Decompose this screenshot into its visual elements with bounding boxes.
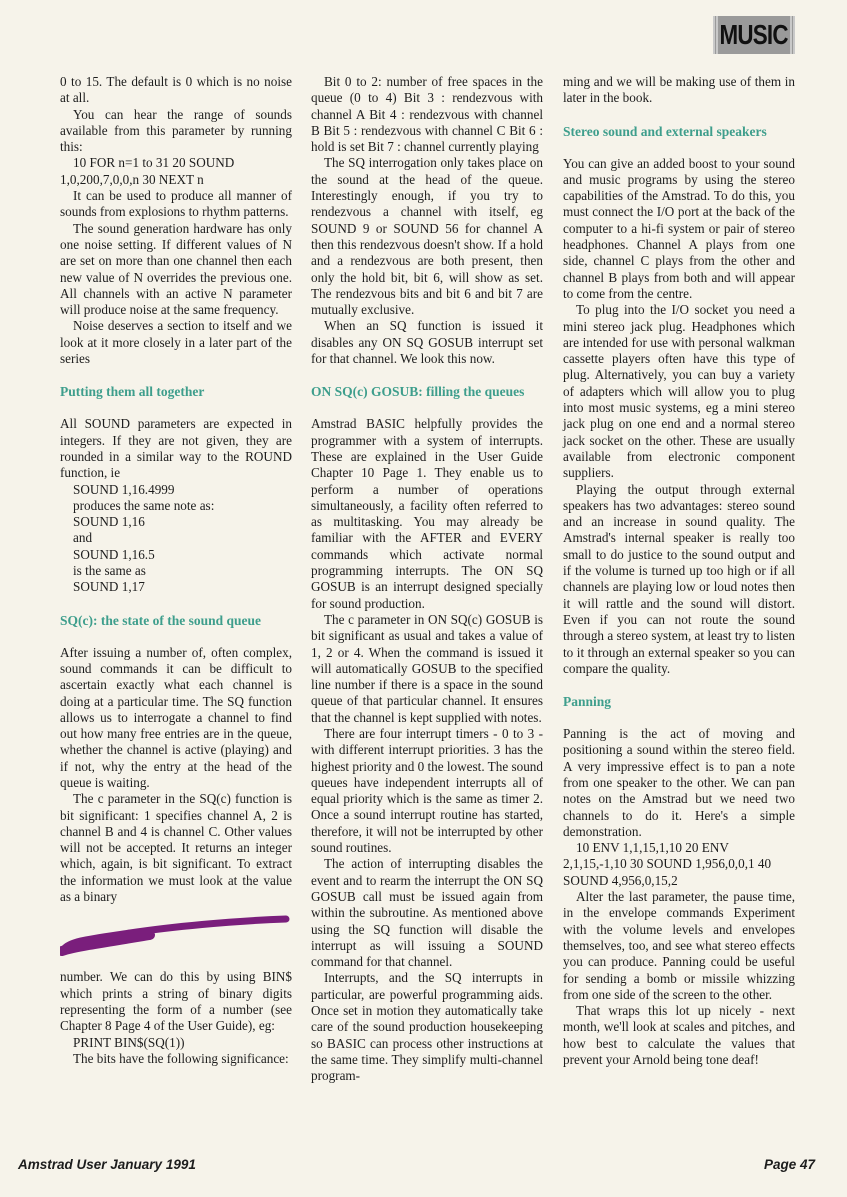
- column-3: [563, 74, 795, 1068]
- paragraph: Amstrad BASIC helpfully provides the programmer with a system of interrupts. These are explained in the User Guide Chapter 10 Page 1. They enable us to perform a number of operations simultaneously, a facility often referred to as multitasking. You may already be familiar with the AFTER and EVERY commands which activate normal programming interrupts. The ON SQ GOSUB is an interrupt designed specially for sound production.: [311, 416, 543, 611]
- paragraph: Playing the output through external speakers has two advantages: stereo sound and an increase in sound quality. The Amstrad's internal speaker is really too small to do justice to the sound output and if the volume is turned up too high or if all channels are playing low or loud notes then it will rattle and the sound will distort. Even if you can not route the sound through a stereo system, at least try to listen to it through an external speaker so you can compare the quality.: [563, 481, 795, 676]
- paragraph: You can hear the range of sounds available from this parameter by running this:: [60, 106, 292, 155]
- text-line: and: [73, 530, 93, 546]
- text-line: is the same as: [73, 563, 146, 579]
- heading-putting-together: Putting them all together: [60, 384, 205, 400]
- footer-publication: Amstrad User January 1991: [18, 1157, 196, 1172]
- paragraph: All SOUND parameters are expected in integers. If they are not given, they are rounded in a similar way to the ROUND function, ie: [60, 416, 292, 481]
- paragraph: The c parameter in the SQ(c) function is bit significant: 1 specifies channel A, 2 is channel B and 4 is channel C. Other values will not be accepted. It returns an integer which, again, is bit significant. To extract the information we must look at the value as a binary: [60, 791, 292, 905]
- paragraph: The SQ interrogation only takes place on the sound at the head of the queue. Interestingly enough, if you try to rendezvous a channel with itself, eg SOUND 9 or SOUND 56 for channel A then this rendezvous doesn't show. If a hold and a rendezvous are both present, then only the hold bit, bit 6, will show as set. The rendezvous bits and bit 6 and bit 7 are mutually exclusive.: [311, 155, 543, 318]
- paragraph: To plug into the I/O socket you need a mini stereo jack plug. Headphones which are intended for use with personal walkman cassette players often have this type of plug. Alternatively, you can buy a variety of adapters which will allow you to plug into most music systems, eg a mini stereo jack plug on one end and a normal stereo jack socket on the other. These are usually available from electronic component suppliers.: [563, 302, 795, 481]
- section-tab: [713, 16, 795, 54]
- paragraph: You can give an added boost to your sound and music programs by using the stereo capabilities of the Amstrad. To do this, you must connect the I/O port at the back of the computer to a hi-fi system or pair of stereo headphones. Channel A plays from one side, channel C plays from the other and channel B plays from both and will appear to come from the centre.: [563, 155, 795, 301]
- section-label: MUSIC: [719, 19, 789, 50]
- paragraph: 0 to 15. The default is 0 which is no noise at all.: [60, 74, 292, 106]
- paragraph: number. We can do this by using BIN$ which prints a string of binary digits representing the form of a number (see Chapter 8 Page 4 of the User Guide), eg:: [60, 969, 292, 1034]
- paragraph: ming and we will be making use of them in later in the book.: [563, 74, 795, 106]
- paragraph: It can be used to produce all manner of sounds from explosions to rhythm patterns.: [60, 188, 292, 220]
- footer-page-number: Page 47: [763, 1157, 815, 1172]
- paragraph: After issuing a number of, often complex, sound commands it can be difficult to ascertain exactly what each channel is doing at a particular time. The SQ function allows us to interrogate a channel to find out how many free entries are in the queue, whether the channel is active (playing) and if not, why the entry at the head of the queue is waiting.: [60, 644, 292, 790]
- paragraph: Interrupts, and the SQ interrupts in particular, are powerful programming aids. Once set in motion they automatically take care of the sound production housekeeping so BASIC can process other instructions at the same time. They simplify multi-channel program-: [311, 970, 543, 1084]
- paragraph: When an SQ function is issued it disables any ON SQ GOSUB interrupt set for that channel. We look this now.: [311, 318, 543, 367]
- column-1: [60, 74, 292, 1067]
- code-line: SOUND 1,16.5: [73, 546, 155, 562]
- paragraph: Alter the last parameter, the pause time, in the envelope commands Experiment with the volume levels and envelopes themselves, too, and see what stereo effects you can produce. Panning could be useful for sending a bomb or missile whizzing from one side of the screen to the other.: [563, 889, 795, 1002]
- paragraph: The sound generation hardware has only one noise setting. If different values of N are set on more than one channel then each new value of N overrides the previous one. All channels with an active N parameter will produce noise at the same frequency.: [60, 220, 292, 318]
- code-line: 10 ENV 1,1,15,1,10 20 ENV 2,1,15,-1,10 30 SOUND 1,956,0,0,1 40 SOUND 4,956,0,15,2: [563, 840, 772, 888]
- paragraph: That wraps this lot up nicely - next month, we'll look at scales and pitches, and how best to calculate the values that prevent your Arnold being tone deaf!: [563, 1003, 795, 1068]
- code-line: SOUND 1,16.4999: [73, 481, 175, 497]
- code-line: SOUND 1,16: [73, 514, 145, 530]
- code-line: 10 FOR n=1 to 31 20 SOUND 1,0,200,7,0,0,n 30 NEXT n: [60, 155, 235, 187]
- text-line: produces the same note as:: [73, 497, 215, 513]
- paragraph: The bits have the following significance:: [73, 1050, 289, 1066]
- heading-panning: Panning: [563, 694, 612, 710]
- paragraph: Panning is the act of moving and positioning a sound within the stereo field. A very impressive effect is to pan a note from one speaker to the other. We can pan notes on the Amstrad but we need two channels to do it. Here's a simple demonstration.: [563, 726, 795, 839]
- paragraph: There are four interrupt timers - 0 to 3 - with different interrupt priorities. 3 has the highest priority and 0 the lowest. The sound queues have independent interrupts all of equal priority which is the same as timer 2. Once a sound interrupt routine has started, therefore, it will not be interrupted by other sound routines.: [311, 725, 543, 856]
- paragraph: The action of interrupting disables the event and to rearm the interrupt the ON SQ GOSUB call must be issued again from within the subroutine. As mentioned above using the SQ function will disable the interrupt as will issuing a SOUND command for that channel.: [311, 856, 543, 970]
- heading-sq: SQ(c): the state of the sound queue: [60, 612, 261, 628]
- paragraph: Noise deserves a section to itself and we look at it more closely in a later part of the series: [60, 318, 292, 367]
- heading-stereo: Stereo sound and external speakers: [563, 123, 767, 139]
- column-2: [311, 74, 543, 1085]
- highlighter-stroke: [60, 911, 292, 959]
- paragraph: Bit 0 to 2: number of free spaces in the queue (0 to 4) Bit 3 : rendezvous with channel A Bit 4 : rendezvous with channel B Bit 5 : rendezvous with channel C Bit 6 : hold is set Bit 7 : channel currently playing: [311, 74, 543, 155]
- paragraph: The c parameter in ON SQ(c) GOSUB is bit significant as usual and takes a value of 1, 2 or 4. When the command is issued it will automatically GOSUB to the specified line number if there is a space in the sound queue of that particular channel. It ensures that the channel is kept supplied with notes.: [311, 611, 543, 725]
- code-line: SOUND 1,17: [73, 579, 145, 595]
- code-line: PRINT BIN$(SQ(1)): [73, 1034, 185, 1050]
- heading-on-sq: ON SQ(c) GOSUB: filling the queues: [311, 384, 525, 400]
